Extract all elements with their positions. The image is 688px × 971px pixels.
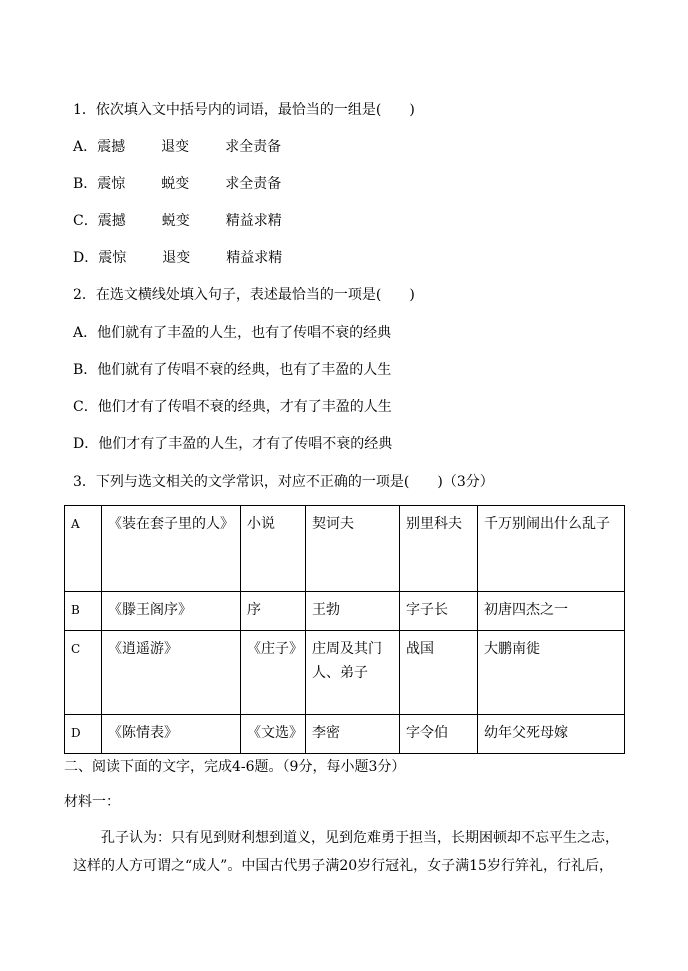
- cell-author: 庄周及其门人、弟子: [306, 631, 400, 715]
- option-letter: A．: [73, 139, 98, 155]
- option-word-3: 求全责备: [225, 176, 282, 192]
- literature-table: [64, 505, 625, 754]
- option-word-3: 精益求精: [226, 250, 283, 266]
- option-word-1: 震惊: [97, 176, 126, 192]
- cell-work: 《滕王阁序》: [102, 592, 241, 631]
- option-word-1: 震撼: [97, 213, 126, 229]
- row-letter: C: [65, 631, 102, 715]
- cell-work: 《装在套子里的人》: [102, 506, 241, 592]
- section-heading: 二、阅读下面的文字，完成4-6题。（9分，每小题3分）: [64, 759, 406, 775]
- option-word-3: 求全责备: [225, 139, 282, 155]
- cell-work: 《逍遥游》: [102, 631, 241, 715]
- q2-option-c: C．他们才有了传唱不衰的经典，才有了丰盈的人生: [73, 399, 392, 415]
- q2-option-a: A．他们就有了丰盈的人生，也有了传唱不衰的经典: [73, 325, 392, 341]
- cell-detail: 大鹏南徙: [478, 631, 625, 715]
- cell-note: 战国: [400, 631, 478, 715]
- option-word-2: 退变: [162, 250, 191, 266]
- material-paragraph: 孔子认为：只有见到财利想到道义，见到危难勇于担当，长期困顿却不忘平生之志，这样的人方可谓之“成人”。中国古代男子满20岁行冠礼，女子满15岁行笄礼，行礼后，: [73, 830, 619, 874]
- q2-option-b: B．他们就有了传唱不衰的经典，也有了丰盈的人生: [73, 362, 392, 378]
- option-word-2: 退变: [161, 139, 190, 155]
- option-letter: D．: [73, 250, 99, 266]
- q1-stem: 1．依次填入文中括号内的词语，最恰当的一组是( ): [73, 102, 415, 118]
- cell-author: 王勃: [306, 592, 400, 631]
- table-row: [65, 506, 625, 592]
- table-row: [65, 592, 625, 631]
- q1-option-c: [73, 211, 282, 231]
- cell-genre: 小说: [241, 506, 306, 592]
- option-word-1: 震惊: [98, 250, 127, 266]
- cell-author: 契诃夫: [306, 506, 400, 592]
- cell-note: 字子长: [400, 592, 478, 631]
- cell-author: 李密: [306, 715, 400, 754]
- row-letter: D: [65, 715, 102, 754]
- option-word-1: 震撼: [97, 139, 126, 155]
- cell-genre: 《庄子》: [241, 631, 306, 715]
- q2-stem: 2．在选文横线处填入句子，表述最恰当的一项是( ): [73, 287, 415, 303]
- option-word-2: 蜕变: [161, 176, 190, 192]
- cell-detail: 千万别闹出什么乱子: [478, 506, 625, 592]
- option-word-3: 精益求精: [225, 213, 282, 229]
- q1-option-b: [73, 174, 281, 194]
- q1-option-d: [73, 248, 282, 268]
- material-label: 材料一：: [64, 794, 120, 810]
- option-word-2: 蜕变: [161, 213, 190, 229]
- cell-work: 《陈情表》: [102, 715, 241, 754]
- row-letter: A: [65, 506, 102, 592]
- option-letter: C．: [73, 213, 98, 229]
- cell-note: 别里科夫: [400, 506, 478, 592]
- table-row: [65, 631, 625, 715]
- q1-option-a: [73, 137, 281, 157]
- cell-detail: 幼年父死母嫁: [478, 715, 625, 754]
- table-row: [65, 715, 625, 754]
- option-letter: B．: [73, 176, 98, 192]
- q2-option-d: D．他们才有了丰盈的人生，才有了传唱不衰的经典: [73, 436, 393, 452]
- q3-stem: 3．下列与选文相关的文学常识，对应不正确的一项是( )（3分）: [73, 474, 494, 490]
- cell-detail: 初唐四杰之一: [478, 592, 625, 631]
- cell-genre: 《文选》: [241, 715, 306, 754]
- row-letter: B: [65, 592, 102, 631]
- cell-genre: 序: [241, 592, 306, 631]
- cell-note: 字令伯: [400, 715, 478, 754]
